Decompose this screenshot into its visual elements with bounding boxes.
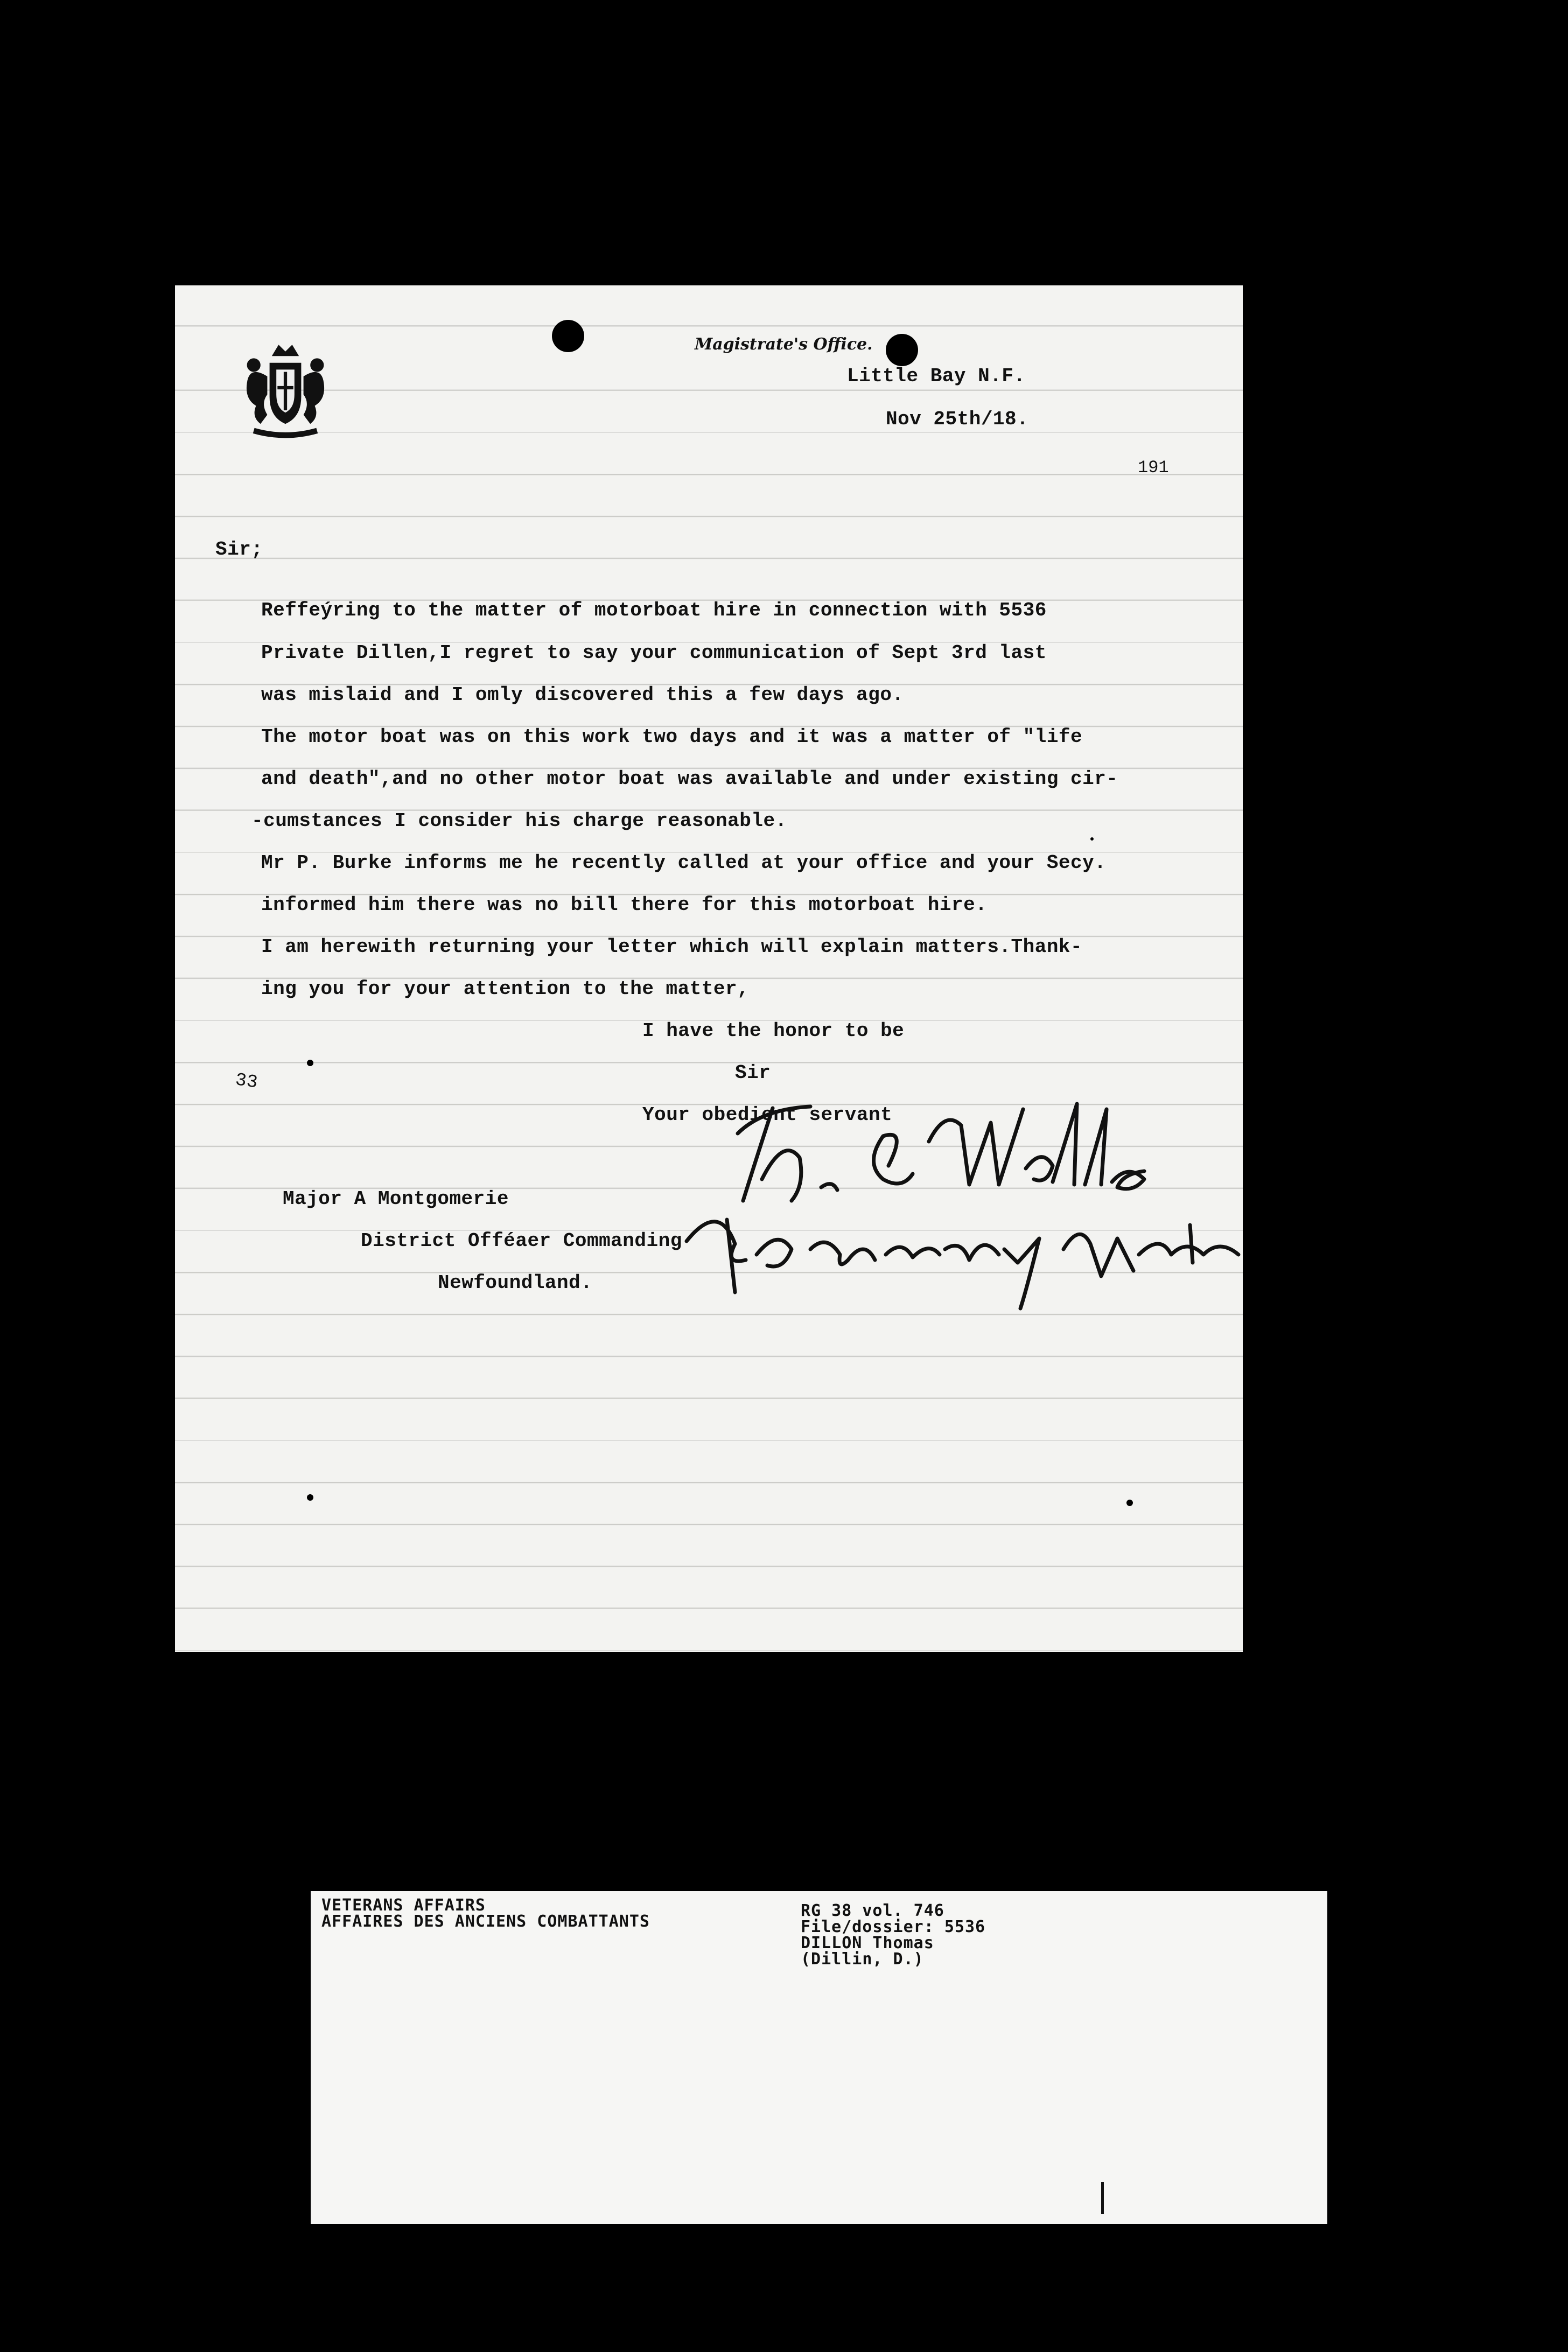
punch-hole	[552, 320, 584, 352]
body-line: I am herewith returning your letter which will explain matters.Thank-	[261, 936, 1083, 958]
punch-hole	[886, 334, 918, 366]
agency-line-en: VETERANS AFFAIRS	[321, 1896, 486, 1915]
ink-mark	[1126, 1500, 1133, 1506]
ink-stroke	[1101, 2182, 1104, 2214]
closing-line: I have the honor to be	[642, 1020, 905, 1042]
body-line: Mr P. Burke informs me he recently called at your office and your Secy.	[261, 852, 1107, 874]
body-line: was mislaid and I omly discovered this a few days ago.	[261, 684, 904, 706]
record-group-line: RG 38 vol. 746	[801, 1901, 944, 1920]
addressee-line: Major A Montgomerie	[283, 1188, 509, 1210]
closing-line: Sir	[735, 1062, 771, 1084]
body-line: Private Dillen,I regret to say your communication of Sept 3rd last	[261, 642, 1047, 664]
coat-of-arms-icon	[229, 331, 342, 444]
closing-line: Your obedient servant	[642, 1104, 893, 1126]
salutation: Sir;	[215, 538, 263, 561]
letter-page	[175, 285, 1243, 1652]
body-line: Reffeýring to the matter of motorboat hire in connection with 5536	[261, 599, 1047, 621]
body-line: and death",and no other motor boat was available and under existing cir-	[261, 768, 1118, 790]
body-line: ing you for your attention to the matter,	[261, 978, 750, 1000]
page-number: 191	[1138, 458, 1169, 478]
addressee-line: Newfoundland.	[438, 1272, 593, 1294]
addressee-line: District Offéaer Commanding	[361, 1230, 682, 1252]
ink-mark	[307, 1060, 313, 1066]
archive-reference-card	[311, 1891, 1327, 2224]
letter-place: Little Bay N.F.	[847, 365, 1026, 387]
alias-line: (Dillin, D.)	[801, 1950, 924, 1969]
file-number-line: File/dossier: 5536	[801, 1917, 986, 1936]
name-line: DILLON Thomas	[801, 1934, 934, 1952]
letterhead-office: Magistrate's Office.	[695, 335, 873, 354]
letter-date: Nov 25th/18.	[886, 408, 1029, 430]
ink-mark	[307, 1494, 313, 1501]
ink-mark	[1090, 837, 1094, 841]
agency-line-fr: AFFAIRES DES ANCIENS COMBATTANTS	[321, 1912, 650, 1931]
body-line: -cumstances I consider his charge reasonable.	[251, 810, 787, 832]
signature	[676, 1077, 1252, 1346]
body-line: informed him there was no bill there for this motorboat hire.	[261, 894, 988, 916]
margin-note: 33	[234, 1070, 260, 1094]
body-line: The motor boat was on this work two days and it was a matter of "life	[261, 726, 1083, 748]
